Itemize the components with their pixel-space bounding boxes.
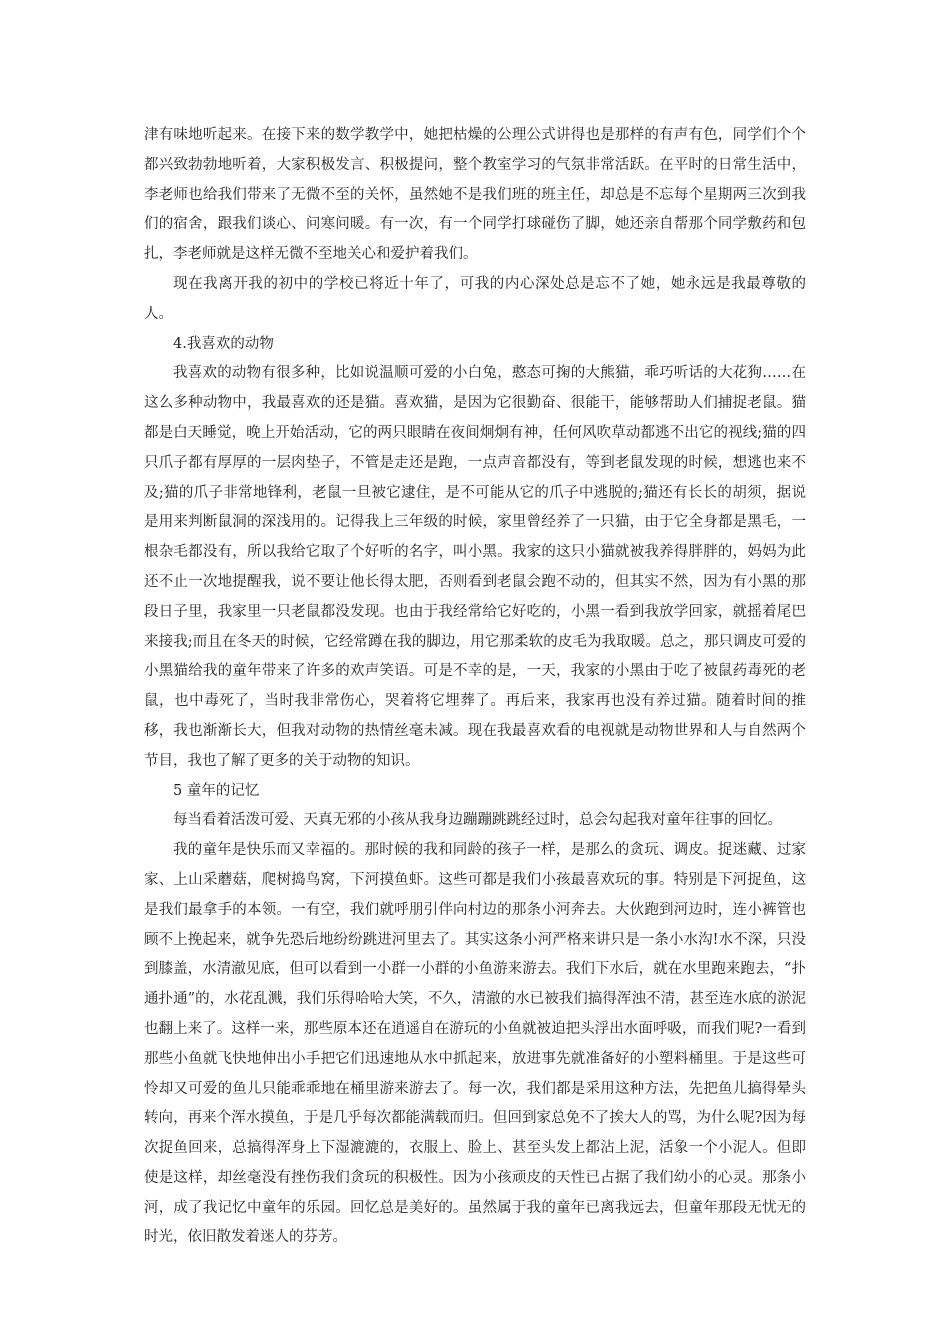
paragraph: 我喜欢的动物有很多种，比如说温顺可爱的小白兔，憨态可掬的大熊猫，乖巧听话的大花狗……在这么多种动物中，我最喜欢的还是猫。喜欢猫，是因为它很勤奋、很能干，能够帮助人们捕捉老鼠。猫都是白天睡觉，晚上开始活动，它的两只眼睛在夜间炯炯有神，任何风吹草动都逃不出它的视线;猫的四只爪子都有厚厚的一层肉垫子，不管是走还是跑，一点声音都没有，等到老鼠发现的时候，想逃也来不及;猫的爪子非常地锋利，老鼠一旦被它逮住，是不可能从它的爪子中逃脱的;猫还有长长的胡须，据说是用来判断鼠洞的深浅用的。记得我上三年级的时候，家里曾经养了一只猫，由于它全身都是黑毛，一根杂毛都没有，所以我给它取了个好听的名字，叫小黑。我家的这只小猫就被我养得胖胖的，妈妈为此还不止一次地提醒我，说不要让他长得太肥，否则看到老鼠会跑不动的，但其实不然，因为有小黑的那段日子里，我家里一只老鼠都没发现。也由于我经常给它好吃的，小黑一看到我放学回家，就摇着尾巴来接我;而且在冬天的时候，它经常蹲在我的脚边，用它那柔软的皮毛为我取暖。总之，那只调皮可爱的小黑猫给我的童年带来了许多的欢声笑语。可是不幸的是，一天，我家的小黑由于吃了被鼠药毒死的老鼠，也中毒死了，当时我非常伤心，哭着将它埋葬了。再后来，我家再也没有养过猫。随着时间的推移，我也渐渐长大，但我对动物的热情丝毫未减。现在我最喜欢看的电视就是动物世界和人与自然两个节目，我也了解了更多的关于动物的知识。 — [144, 365, 806, 769]
document-page — [144, 121, 806, 1253]
paragraph: 每当看着活泼可爱、天真无邪的小孩从我身边蹦蹦跳跳经过时，总会勾起我对童年往事的回忆。 — [173, 812, 782, 829]
paragraph: 现在我离开我的初中的学校已将近十年了，可我的内心深处总是忘不了她，她永远是我最尊敬的人。 — [144, 275, 806, 322]
paragraph: 我的童年是快乐而又幸福的。那时候的我和同龄的孩子一样，是那么的贪玩、调皮。捉迷藏、过家家、上山采蘑菇，爬树捣鸟窝，下河摸鱼虾。这些可都是我们小孩最喜欢玩的事。特别是下河捉鱼，这是我们最拿手的本领。一有空，我们就呼朋引伴向村边的那条小河奔去。大伙跑到河边时，连小裤管也顾不上挽起来，就争先恐后地纷纷跳进河里去了。其实这条小河严格来讲只是一条小水沟!水不深，只没到膝盖，水清澈见底，但可以看到一小群一小群的小鱼游来游去。我们下水后，就在水里跑来跑去，“扑通扑通”的，水花乱溅，我们乐得哈哈大笑，不久，清澈的水已被我们搞得浑浊不清，甚至连水底的淤泥也翻上来了。这样一来，那些原本还在逍遥自在游玩的小鱼就被迫把头浮出水面呼吸，而我们呢?一看到那些小鱼就飞快地伸出小手把它们迅速地从水中抓起来，放进事先就准备好的小塑料桶里。于是这些可怜却又可爱的鱼儿只能乖乖地在桶里游来游去了。每一次，我们都是采用这种方法，先把鱼儿搞得晕头转向，再来个浑水摸鱼，于是几乎每次都能满载而归。但回到家总免不了挨大人的骂，为什么呢?因为每次捉鱼回来，总搞得浑身上下湿漉漉的，衣服上、脸上、甚至头发上都沾上泥，活象一个小泥人。但即使是这样，却丝毫没有挫伤我们贪玩的积极性。因为小孩顽皮的天性已占据了我们幼小的心灵。那条小河，成了我记忆中童年的乐园。回忆总是美好的。虽然属于我的童年已离我远去，但童年那段无忧无的时光，依旧散发着迷人的芬芳。 — [144, 842, 806, 1246]
paragraph-continued: 津有味地听起来。在接下来的数学教学中，她把枯燥的公理公式讲得也是那样的有声有色，同学们个个都兴致勃勃地听着，大家积极发言、积极提问，整个教室学习的气氛非常活跃。在平时的日常生活中，李老师也给我们带来了无微不至的关怀，虽然她不是我们班的班主任，却总是不忘每个星期两三次到我们的宿舍，跟我们谈心、问寒问暖。有一次，有一个同学打球碰伤了脚，她还亲自帮那个同学敷药和包扎，李老师就是这样无微不至地关心和爱护着我们。 — [144, 127, 806, 263]
section-heading-4: 4.我喜欢的动物 — [173, 335, 274, 352]
section-heading-5: 5 童年的记忆 — [173, 782, 260, 799]
